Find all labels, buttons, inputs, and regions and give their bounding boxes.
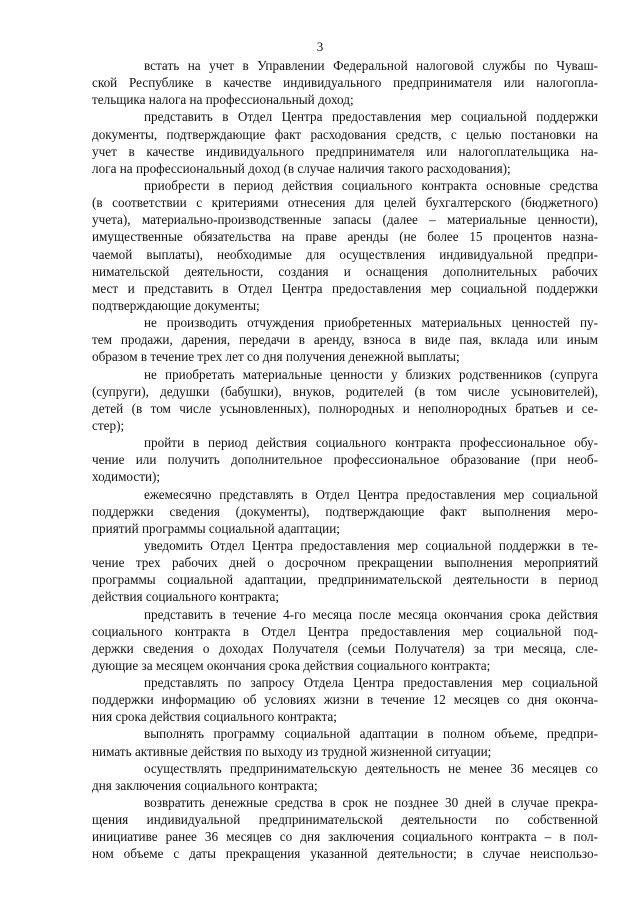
text-line: (супруги), дедушки (бабушки), внуков, родителей (в том числе усыновителей),: [92, 383, 598, 399]
text-line: подтверждающие документы;: [92, 297, 260, 313]
text-line: тем продажи, дарения, передачи в аренду, взноса в виде пая, вклада или иным: [92, 332, 598, 348]
page-number: 3: [316, 39, 324, 54]
paragraph: [92, 674, 598, 725]
text-line: ном объеме с даты прекращения указанной деятельности; в случае неиспользо-: [92, 846, 598, 862]
text-line: приятий программы социальной адаптации;: [92, 520, 340, 536]
text-line: не приобретать материальные ценности у близких родственников (супруга: [144, 366, 598, 382]
paragraph: [92, 57, 598, 108]
text-line: учета), материально-производственные запасы (далее – материальные ценности),: [92, 212, 598, 228]
text-line: чаемой выплаты), необходимые для осуществления индивидуальной предпри-: [92, 246, 598, 262]
text-line: действия социального контракта;: [92, 589, 280, 605]
text-line: детей (в том числе усыновленных), полнородных и неполнородных братьев и се-: [92, 400, 598, 416]
document-body: [92, 57, 598, 863]
text-line: уведомить Отдел Центра предоставления мер социальной поддержки в те-: [144, 537, 598, 553]
text-line: представлять по запросу Отдела Центра предоставления мер социальной: [144, 675, 598, 691]
paragraph: [92, 314, 598, 365]
text-line: не производить отчуждения приобретенных материальных ценностей пу-: [144, 315, 598, 331]
text-line: нимательской деятельности, создания и оснащения дополнительных рабочих: [92, 263, 598, 279]
text-line: щения индивидуальной предпринимательской деятельности по собственной: [92, 812, 598, 828]
text-line: представить в Отдел Центра предоставления мер социальной поддержки: [144, 109, 598, 125]
text-line: представить в течение 4-го месяца после месяца окончания срока действия: [144, 606, 598, 622]
paragraph: [92, 725, 598, 759]
text-line: поддержки сведения (документы), подтверждающие факт выполнения меро-: [92, 503, 598, 519]
paragraph: [92, 760, 598, 794]
text-line: осуществлять предпринимательскую деятельность не менее 36 месяцев со: [144, 760, 598, 776]
paragraph: [92, 108, 598, 177]
text-line: пройти в период действия социального контракта профессиональное обу-: [144, 435, 598, 451]
text-line: учет в качестве индивидуального предпринимателя или налогоплательщика на-: [92, 143, 598, 159]
text-line: ежемесячно представлять в Отдел Центра предоставления мер социальной: [144, 486, 598, 502]
text-line: нимать активные действия по выходу из трудной жизненной ситуации;: [92, 743, 492, 759]
text-line: ской Республике в качестве индивидуального предпринимателя или налогопла-: [92, 75, 598, 91]
text-line: возвратить денежные средства в срок не позднее 30 дней в случае прекра-: [144, 795, 598, 811]
text-line: образом в течение трех лет со дня получения денежной выплаты;: [92, 349, 460, 365]
paragraph: [92, 606, 598, 675]
paragraph: [92, 486, 598, 537]
text-line: ходимости);: [92, 469, 161, 485]
text-line: выполнять программу социальной адаптации в полном объеме, предпри-: [144, 726, 598, 742]
text-line: дня заключения социального контракта;: [92, 777, 318, 793]
text-line: документы, подтверждающие факт расходования средств, с целью постановки на: [92, 126, 598, 142]
text-line: тельщика налога на профессиональный доход;: [92, 92, 354, 108]
text-line: ния срока действия социального контракта;: [92, 709, 337, 725]
paragraph: [92, 366, 598, 435]
text-line: приобрести в период действия социального контракта основные средства: [144, 177, 598, 193]
paragraph: [92, 434, 598, 485]
text-line: держки сведения о доходах Получателя (семьи Получателя) за три месяца, сле-: [92, 640, 598, 656]
text-line: поддержки информацию об условиях жизни в течение 12 месяцев со дня оконча-: [92, 692, 598, 708]
text-line: мест и представить в Отдел Центра предоставления мер социальной поддержки: [92, 280, 598, 296]
text-line: встать на учет в Управлении Федеральной налоговой службы по Чуваш-: [144, 58, 598, 73]
text-line: инициативе ранее 36 месяцев со дня заключения социального контракта – в пол-: [92, 829, 598, 845]
text-line: социального контракта в Отдел Центра предоставления мер социальной под-: [92, 623, 598, 639]
text-line: дующие за месяцем окончания срока действия социального контракта;: [92, 657, 491, 673]
text-line: чение или получить дополнительное профессиональное образование (при необ-: [92, 452, 598, 468]
text-line: чение трех рабочих дней о досрочном прекращении выполнения мероприятий: [92, 555, 598, 571]
text-line: имущественные обязательства на праве аренды (не более 15 процентов назна-: [92, 229, 598, 245]
paragraph: [92, 537, 598, 606]
text-line: программы социальной адаптации, предпринимательской деятельности в период: [92, 572, 598, 588]
paragraph: [92, 794, 598, 863]
text-line: лога на профессиональный доход (в случае наличия такого расходования);: [92, 160, 511, 176]
text-line: (в соответствии с критериями отнесения для целей бухгалтерского (бюджетного): [92, 195, 598, 211]
text-line: стер);: [92, 417, 125, 433]
paragraph: [92, 177, 598, 314]
